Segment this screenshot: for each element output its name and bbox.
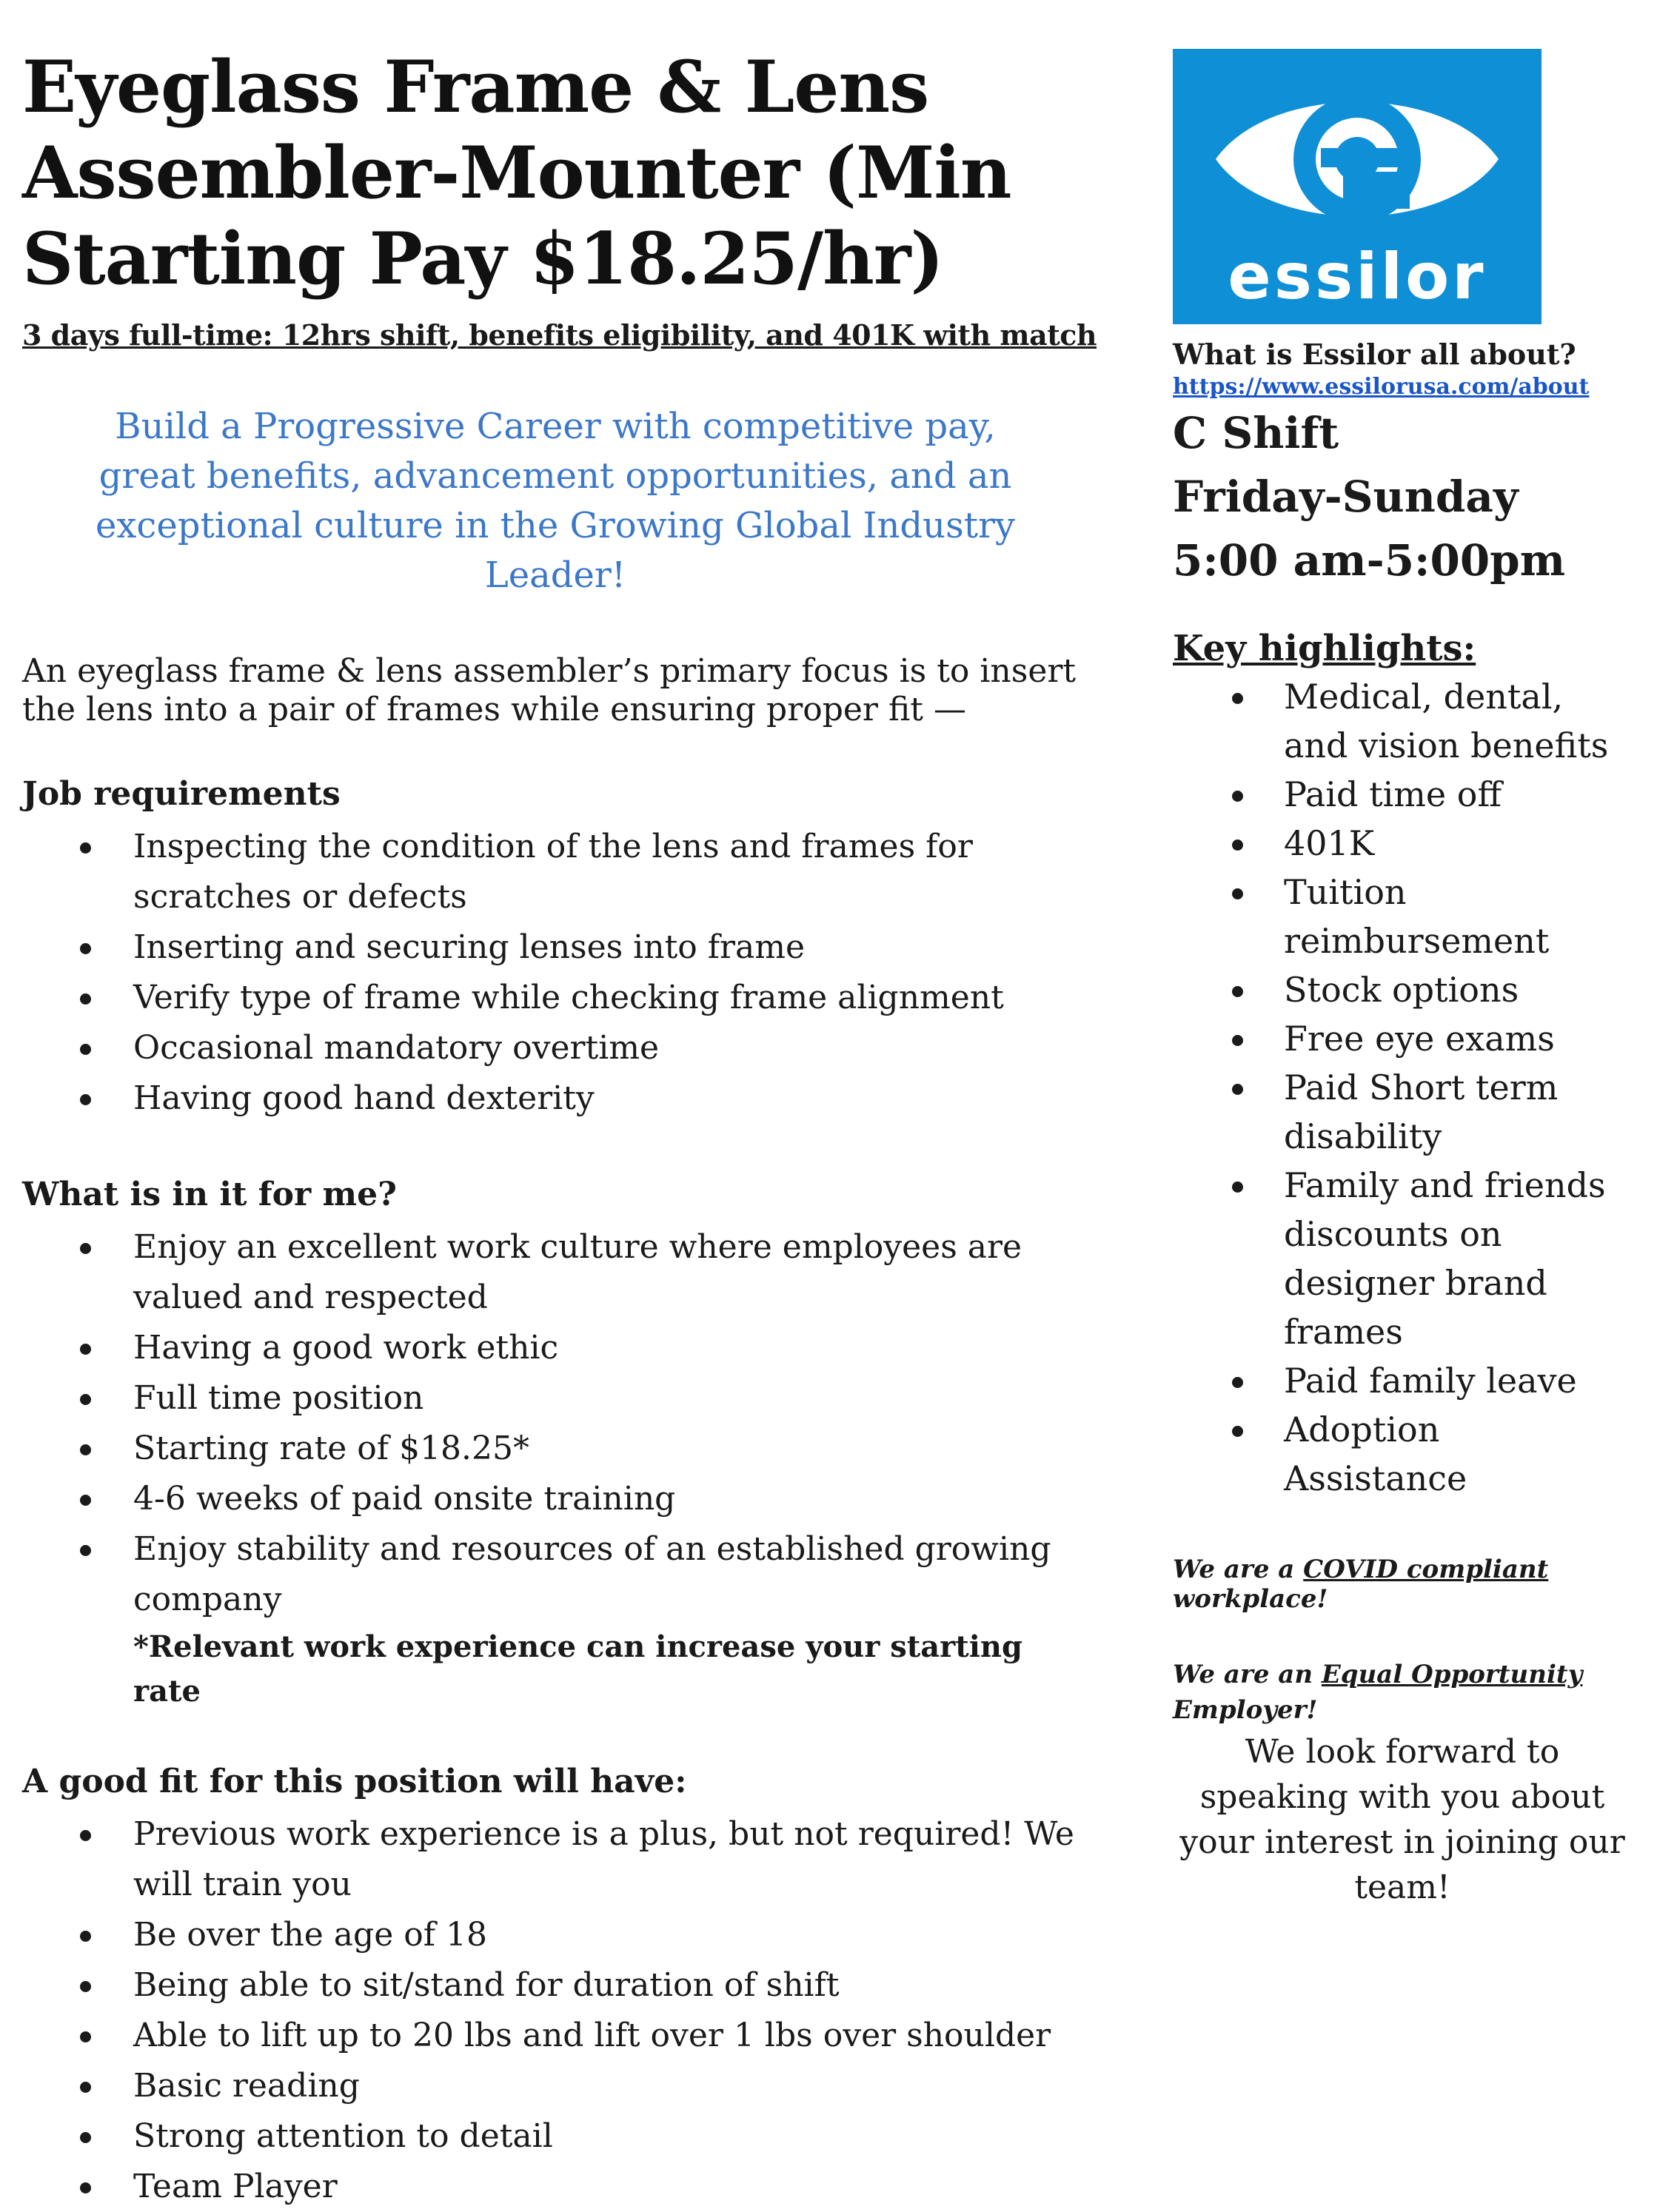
intro-paragraph: An eyeglass frame & lens assembler’s primary focus is to insert the lens into a pair of frames while ensuring proper fit — xyxy=(22,652,1077,728)
bullet-icon xyxy=(80,1545,91,1556)
sidebar xyxy=(1173,49,1632,1910)
shift-days: Friday-Sunday xyxy=(1173,472,1519,522)
job-subtitle: 3 days full-time: 12hrs shift, benefits eligibility, and 401K with match xyxy=(22,318,1097,352)
bullet-icon xyxy=(80,1044,91,1055)
bullet-icon xyxy=(80,2082,91,2093)
good-fit-heading: A good fit for this position will have: xyxy=(22,1763,687,1800)
bullet-icon xyxy=(1232,1035,1243,1046)
list-item: Being able to sit/stand for duration of shift xyxy=(22,1960,1088,2011)
bullet-icon xyxy=(1232,1182,1243,1193)
shift-name: C Shift xyxy=(1173,408,1339,458)
bullet-icon xyxy=(80,1981,91,1992)
eeo-statement: We are an Equal Opportunity Employer! xyxy=(1173,1660,1583,1725)
list-item: Tuition reimbursement xyxy=(1173,868,1632,965)
list-item: Be over the age of 18 xyxy=(22,1910,1088,1960)
covid-statement: We are a COVID compliant workplace! xyxy=(1173,1555,1549,1614)
list-item: Occasional mandatory overtime xyxy=(22,1023,1088,1073)
bullet-icon xyxy=(1232,986,1243,997)
bullet-icon xyxy=(1232,839,1243,851)
essilor-logo xyxy=(1173,49,1541,324)
bullet-icon xyxy=(80,1931,91,1942)
shift-hours: 5:00 am-5:00pm xyxy=(1173,535,1566,586)
about-link[interactable]: https://www.essilorusa.com/about xyxy=(1173,374,1590,400)
bullet-icon xyxy=(1232,791,1243,802)
list-item: Basic reading xyxy=(22,2061,1088,2111)
list-item: Verify type of frame while checking frame alignment xyxy=(22,973,1088,1023)
list-item: Enjoy an excellent work culture where employees are valued and respected xyxy=(22,1222,1088,1323)
eye-logo-icon xyxy=(1210,77,1504,241)
list-item: Stock options xyxy=(1173,965,1632,1014)
bullet-icon xyxy=(1232,693,1243,704)
bullet-icon xyxy=(80,1243,91,1254)
bullet-icon xyxy=(80,1830,91,1841)
bullet-icon xyxy=(1232,888,1243,899)
list-item: Inspecting the condition of the lens and frames for scratches or defects xyxy=(22,822,1088,922)
bullet-icon xyxy=(80,993,91,1005)
list-item: Adoption Assistance xyxy=(1173,1405,1632,1503)
list-item: Medical, dental, and vision benefits xyxy=(1173,672,1632,770)
list-item: Starting rate of $18.25* xyxy=(22,1424,1088,1474)
good-fit-list xyxy=(22,1809,1088,2212)
starting-rate-footnote: *Relevant work experience can increase your starting rate xyxy=(133,1629,1022,1709)
bullet-icon xyxy=(80,842,91,854)
list-item: Free eye exams xyxy=(1173,1014,1632,1063)
list-item: Paid Short term disability xyxy=(1173,1063,1632,1161)
bullet-icon xyxy=(80,1394,91,1405)
bullet-icon xyxy=(80,1444,91,1455)
list-item: Family and friends discounts on designer brand frames xyxy=(1173,1161,1632,1356)
about-question: What is Essilor all about? xyxy=(1173,338,1576,371)
logo-wordmark: essilor xyxy=(1228,240,1487,314)
main-column xyxy=(22,44,1097,2212)
job-requirements-list xyxy=(22,822,1088,1124)
list-item: Inserting and securing lenses into frame xyxy=(22,922,1088,973)
whats-in-it-list xyxy=(22,1222,1088,1625)
list-item: Able to lift up to 20 lbs and lift over 1 lbs over shoulder xyxy=(22,2011,1088,2061)
list-item: Having a good work ethic xyxy=(22,1323,1088,1373)
list-item: Full time position xyxy=(22,1373,1088,1424)
list-item: Previous work experience is a plus, but not required! We will train you xyxy=(22,1809,1088,1910)
bullet-icon xyxy=(80,943,91,954)
bullet-icon xyxy=(80,1495,91,1506)
job-requirements-heading: Job requirements xyxy=(22,775,341,813)
list-item: 401K xyxy=(1173,819,1632,868)
list-item: Strong attention to detail xyxy=(22,2111,1088,2162)
bullet-icon xyxy=(80,2182,91,2193)
list-item: Paid family leave xyxy=(1173,1356,1632,1405)
whats-in-it-heading: What is in it for me? xyxy=(22,1176,397,1213)
list-item: Having good hand dexterity xyxy=(22,1073,1088,1124)
bullet-icon xyxy=(80,1344,91,1355)
key-highlights-list xyxy=(1173,672,1632,1503)
job-title: Eyeglass Frame & Lens Assembler-Mounter (Min Starting Pay $18.25/hr) xyxy=(22,45,1011,301)
list-item: Enjoy stability and resources of an established growing company xyxy=(22,1524,1088,1625)
list-item: Paid time off xyxy=(1173,770,1632,819)
bullet-icon xyxy=(80,1094,91,1105)
bullet-icon xyxy=(1232,1426,1243,1437)
list-item: Team Player xyxy=(22,2162,1088,2212)
key-highlights-heading: Key highlights: xyxy=(1173,628,1476,669)
bullet-icon xyxy=(1232,1084,1243,1095)
bullet-icon xyxy=(1232,1377,1243,1388)
closing-message: We look forward to speaking with you about your interest in joining our team! xyxy=(1179,1733,1625,1906)
list-item: 4-6 weeks of paid onsite training xyxy=(22,1474,1088,1524)
bullet-icon xyxy=(80,2132,91,2143)
tagline: Build a Progressive Career with competitive pay, great benefits, advancement opportunities, and an exceptional culture in the Growing Global Industry Leader! xyxy=(95,406,1016,596)
bullet-icon xyxy=(80,2031,91,2042)
